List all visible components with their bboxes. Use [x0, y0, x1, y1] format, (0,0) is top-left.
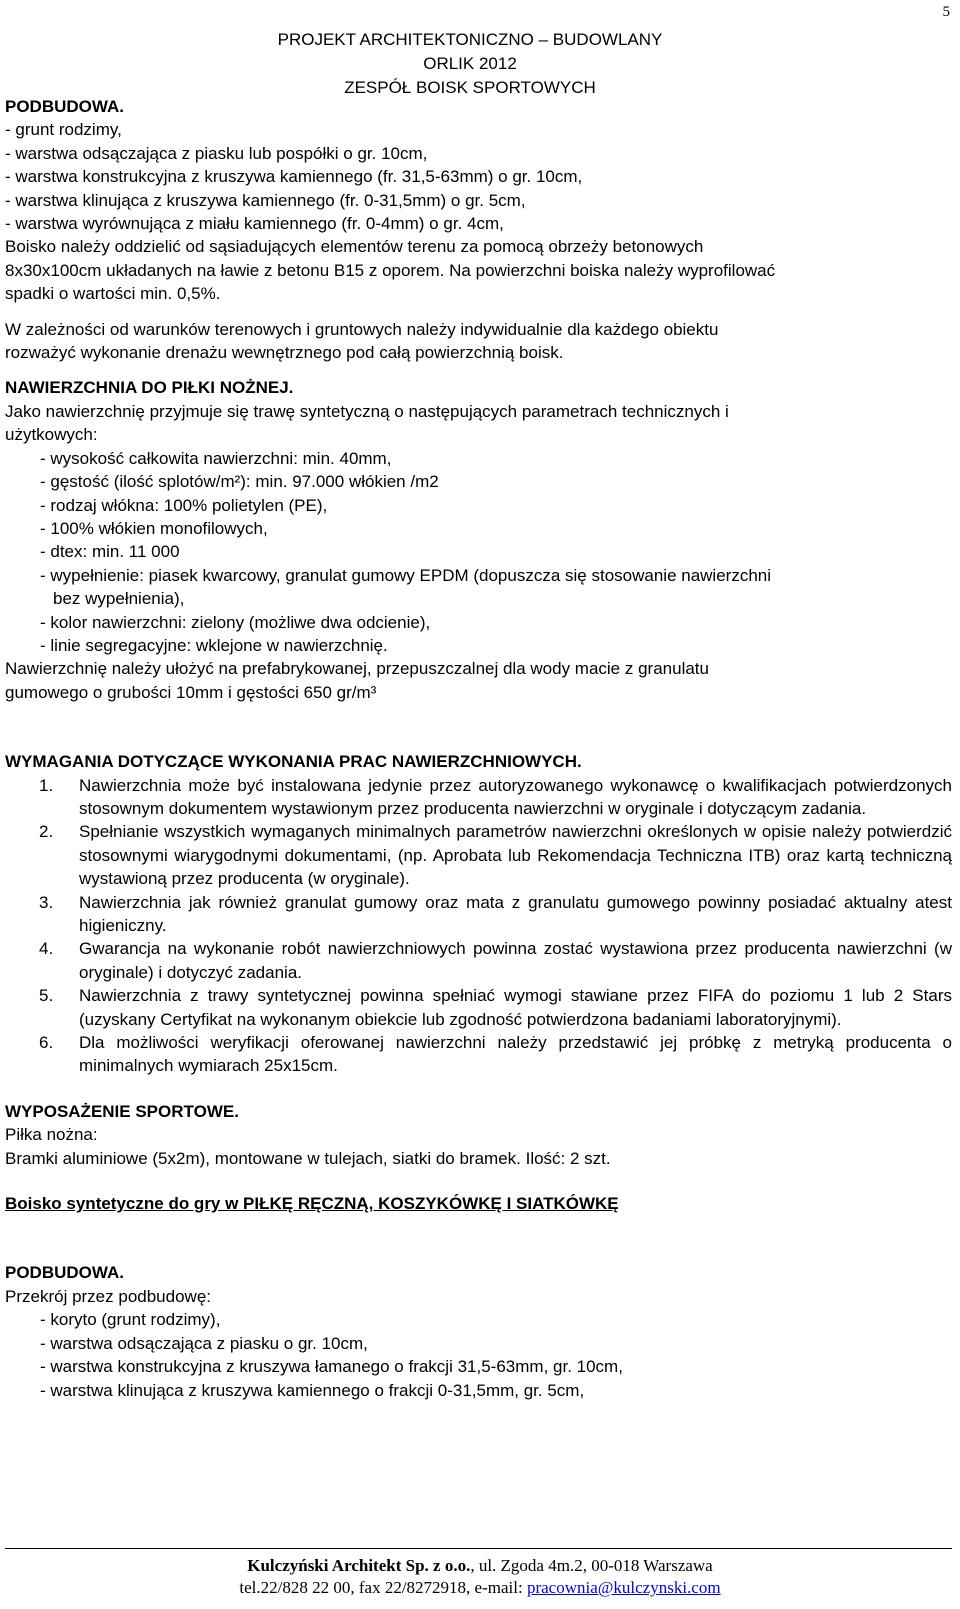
document-header: [200, 28, 740, 100]
substructure-line: spadki o wartości min. 0,5%.: [5, 284, 221, 304]
surface-param: - gęstość (ilość splotów/m²): min. 97.000 włókien /m2: [40, 472, 439, 492]
requirement-number: 3.: [39, 892, 54, 912]
substructure-line: - warstwa konstrukcyjna z kruszywa kamiennego (fr. 31,5-63mm) o gr. 10cm,: [5, 167, 583, 187]
requirement-item: [5, 1031, 952, 1078]
surface-param: - linie segregacyjne: wklejone w nawierzchnię.: [40, 635, 388, 655]
drainage-line: rozważyć wykonanie drenażu wewnętrznego pod całą powierzchnią boisk.: [5, 343, 564, 363]
header-project: ORLIK 2012: [423, 54, 517, 73]
surface-param: bez wypełnienia),: [53, 589, 185, 609]
document-footer: [0, 1555, 960, 1599]
substructure-line: - warstwa odsączająca z piasku lub pospółki o gr. 10cm,: [5, 143, 428, 163]
surface-outro-line: Nawierzchnię należy ułożyć na prefabrykowanej, przepuszczalnej dla wody macie z granulatu: [5, 659, 709, 679]
requirement-number: 2.: [39, 822, 54, 842]
document-body: [5, 95, 952, 1402]
section-heading-substructure-2: PODBUDOWA.: [5, 1263, 124, 1283]
surface-param: - kolor nawierzchni: zielony (możliwe dwa odcienie),: [40, 612, 431, 632]
requirement-item: [5, 891, 952, 938]
section-title-multisport: Boisko syntetyczne do gry w PIŁKĘ RĘCZNĄ, KOSZYKÓWKĘ I SIATKÓWKĘ: [5, 1194, 619, 1214]
substructure-line: - grunt rodzimy,: [5, 120, 122, 140]
header-subtitle: ZESPÓŁ BOISK SPORTOWYCH: [344, 78, 596, 97]
footer-divider: [5, 1548, 952, 1549]
substructure-line: Boisko należy oddzielić od sąsiadujących elementów terenu za pomocą obrzeży betonowych: [5, 237, 704, 257]
requirement-text: Dla możliwości weryfikacji oferowanej nawierzchni należy przedstawić jej próbkę z metryką producenta o minimalnych wymiarach 25x15cm.: [79, 1033, 952, 1076]
requirement-item: [5, 820, 952, 890]
surface-param: - dtex: min. 11 000: [40, 542, 180, 562]
cross-section-line: - warstwa odsączająca z piasku o gr. 10cm,: [40, 1333, 368, 1353]
requirement-number: 1.: [39, 775, 54, 795]
requirement-number: 4.: [39, 939, 54, 959]
footer-address: , ul. Zgoda 4m.2, 00-018 Warszawa: [470, 1556, 713, 1575]
surface-param: - 100% włókien monofilowych,: [40, 518, 268, 538]
footer-contact-line: [0, 1577, 960, 1599]
substructure-line: - warstwa wyrównująca z miału kamiennego (fr. 0-4mm) o gr. 4cm,: [5, 214, 504, 234]
page-number: 5: [942, 4, 950, 20]
requirement-item: [5, 984, 952, 1031]
surface-intro-line: Jako nawierzchnię przyjmuje się trawę syntetyczną o następujących parametrach technicznych i: [5, 401, 729, 421]
footer-address-line: [0, 1555, 960, 1577]
cross-section-line: - warstwa klinująca z kruszywa kamiennego o frakcji 0-31,5mm, gr. 5cm,: [40, 1380, 585, 1400]
requirement-number: 5.: [39, 986, 54, 1006]
requirements-list: [5, 774, 952, 1078]
surface-param: - wysokość całkowita nawierzchni: min. 40mm,: [40, 448, 392, 468]
footer-firm-name: Kulczyński Architekt Sp. z o.o.: [247, 1556, 471, 1575]
cross-section-intro: Przekrój przez podbudowę:: [5, 1286, 212, 1306]
requirement-item: [5, 937, 952, 984]
equipment-line: Bramki aluminiowe (5x2m), montowane w tulejach, siatki do bramek. Ilość: 2 szt.: [5, 1148, 611, 1168]
header-title: PROJEKT ARCHITEKTONICZNO – BUDOWLANY: [277, 30, 663, 49]
surface-param: - wypełnienie: piasek kwarcowy, granulat gumowy EPDM (dopuszcza się stosowanie nawierzchni: [40, 565, 772, 585]
requirement-text: Nawierzchnia jak również granulat gumowy oraz mata z granulatu gumowego powinny posiadać aktualny atest higieniczny.: [79, 892, 952, 935]
surface-param: - rodzaj włókna: 100% polietylen (PE),: [40, 495, 328, 515]
substructure-line: - warstwa klinująca z kruszywa kamiennego (fr. 0-31,5mm) o gr. 5cm,: [5, 190, 526, 210]
surface-intro-line: użytkowych:: [5, 425, 98, 445]
requirement-text: Nawierzchnia może być instalowana jedynie przez autoryzowanego wykonawcę o kwalifikacjach potwierdzonych stosownym dokumentem wystawionym przez producenta nawierzchni w oryginale i dotyczącym zadania.: [79, 775, 952, 818]
footer-contact: tel.22/828 22 00, fax 22/8272918, e-mail:: [239, 1578, 527, 1597]
requirement-item: [5, 774, 952, 821]
requirement-text: Gwarancja na wykonanie robót nawierzchniowych powinna zostać wystawiona przez producenta nawierzchni (w oryginale) i dotyczyć zadania.: [79, 939, 952, 982]
requirement-text: Spełnianie wszystkich wymaganych minimalnych parametrów nawierzchni określonych w opisie należy potwierdzić stosownymi wiarygodnymi dokumentami, (np. Aprobata lub Rekomendacja Techniczna ITB) oraz kartą techniczną wystawioną przez producenta (w oryginale).: [79, 822, 952, 889]
section-heading-requirements: WYMAGANIA DOTYCZĄCE WYKONANIA PRAC NAWIERZCHNIOWYCH.: [5, 752, 582, 772]
equipment-subheading: Piłka nożna:: [5, 1125, 98, 1145]
cross-section-line: - koryto (grunt rodzimy),: [40, 1310, 221, 1330]
section-heading-equipment: WYPOSAŻENIE SPORTOWE.: [5, 1101, 239, 1121]
drainage-line: W zależności od warunków terenowych i gruntowych należy indywidualnie dla każdego obiektu: [5, 319, 719, 339]
cross-section-line: - warstwa konstrukcyjna z kruszywa łamanego o frakcji 31,5-63mm, gr. 10cm,: [40, 1357, 623, 1377]
surface-outro-line: gumowego o grubości 10mm i gęstości 650 gr/m³: [5, 682, 377, 702]
substructure-line: 8x30x100cm układanych na ławie z betonu B15 z oporem. Na powierzchni boiska należy wyprofilować: [5, 260, 776, 280]
requirement-text: Nawierzchnia z trawy syntetycznej powinna spełniać wymogi stawiane przez FIFA do poziomu 1 lub 2 Stars (uzyskany Certyfikat na wykonanym obiekcie lub zgodność potwierdzona badaniami laboratoryjnymi).: [79, 986, 952, 1029]
footer-email-link[interactable]: pracownia@kulczynski.com: [526, 1578, 721, 1597]
requirement-number: 6.: [39, 1033, 54, 1053]
section-heading-substructure: PODBUDOWA.: [5, 97, 124, 116]
section-heading-football-surface: NAWIERZCHNIA DO PIŁKI NOŻNEJ.: [5, 378, 294, 398]
